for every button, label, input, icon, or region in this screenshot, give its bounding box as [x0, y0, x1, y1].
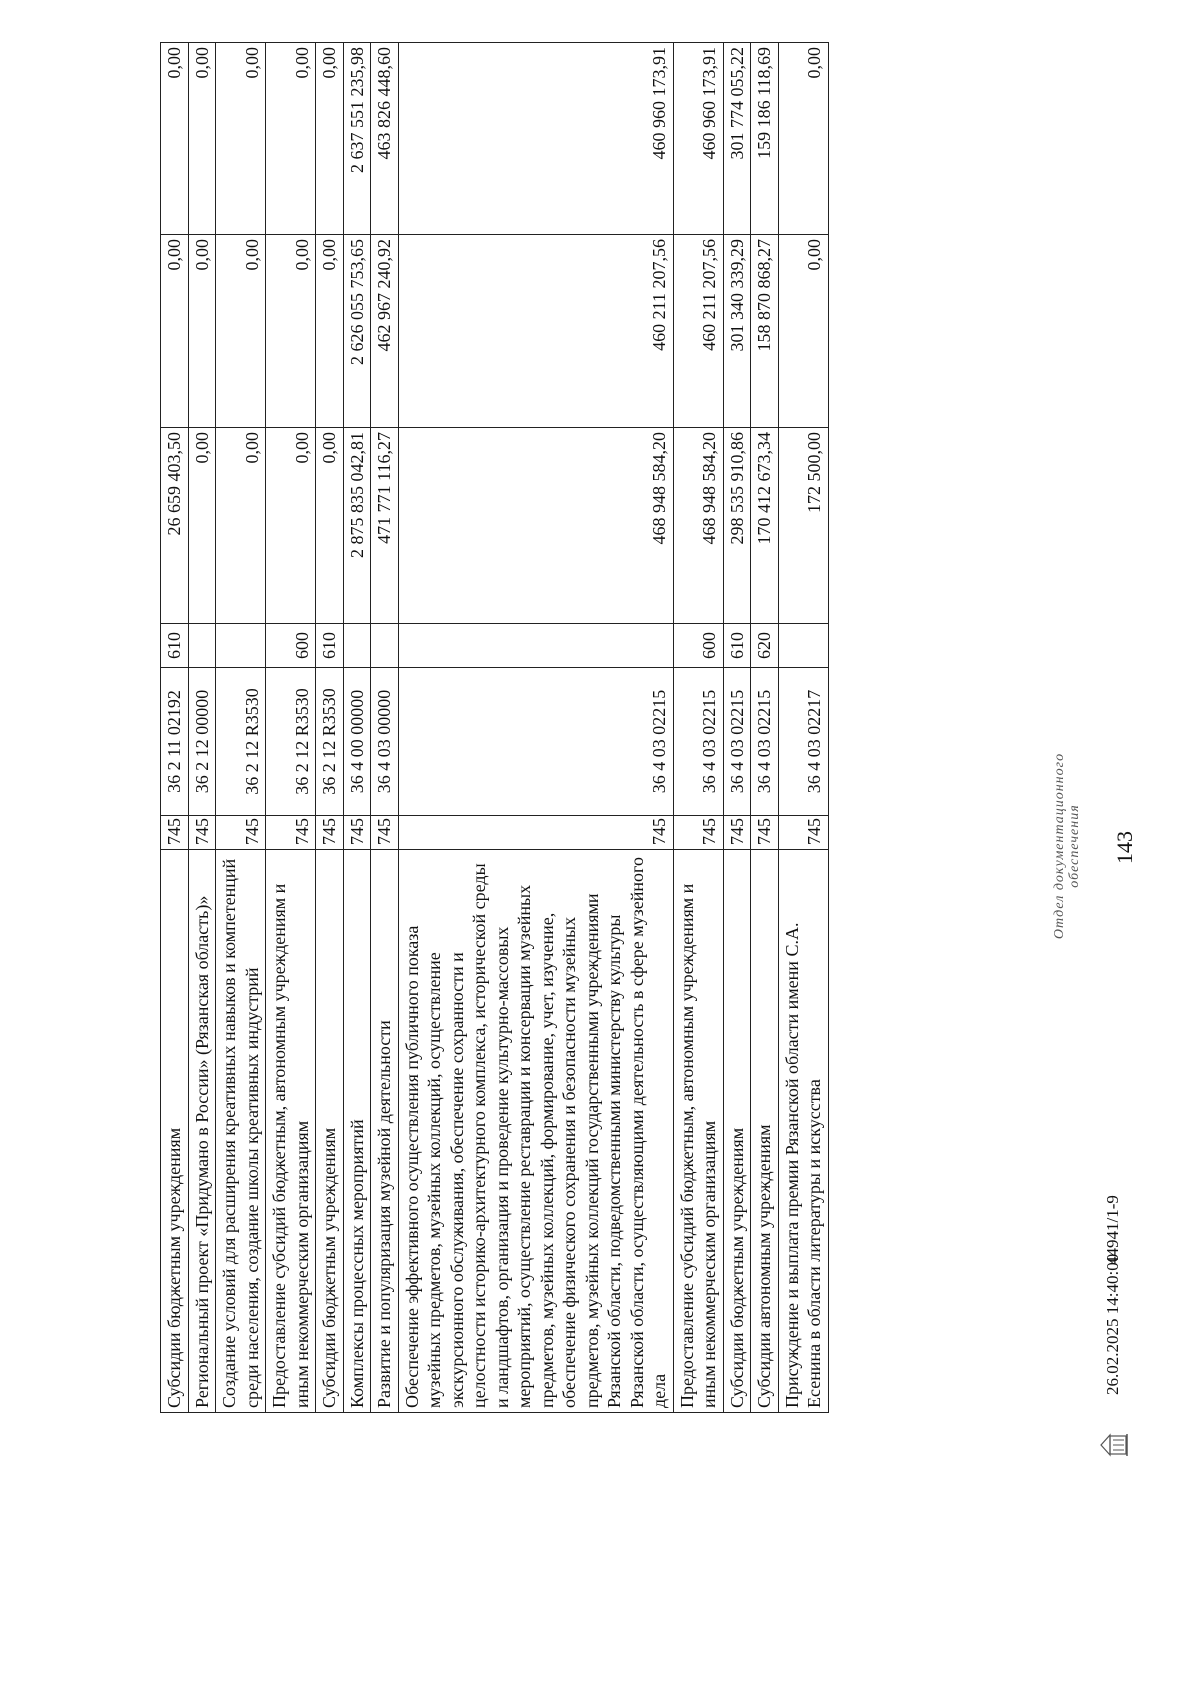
cell-name: Предоставление субсидий бюджетным, автономным учреждениям и иным некоммерческим организациям	[266, 850, 316, 1413]
cell-v3: 0,00	[188, 43, 216, 235]
cell-csr: 36 4 03 02217	[778, 668, 828, 816]
cell-name: Субсидии бюджетным учреждениям	[161, 850, 189, 1413]
cell-v2: 0,00	[316, 235, 344, 428]
cell-ved: 745	[161, 816, 189, 850]
cell-v3: 301 774 055,22	[723, 43, 751, 235]
cell-v3: 460 960 173,91	[398, 43, 673, 235]
cell-v2: 0,00	[778, 235, 828, 428]
cell-csr: 36 4 03 02215	[751, 668, 779, 816]
cell-v1: 170 412 673,34	[751, 428, 779, 624]
cell-csr: 36 4 00 00000	[343, 668, 371, 816]
cell-v3: 0,00	[316, 43, 344, 235]
cell-ved: 745	[398, 816, 673, 850]
cell-vr: 620	[751, 624, 779, 668]
cell-v1: 468 948 584,20	[673, 428, 723, 624]
cell-v2: 0,00	[161, 235, 189, 428]
cell-v1: 2 875 835 042,81	[343, 428, 371, 624]
cell-csr: 36 4 03 00000	[371, 668, 399, 816]
cell-csr: 36 4 03 02215	[673, 668, 723, 816]
cell-name: Региональный проект «Придумано в России» (Рязанская область)»	[188, 850, 216, 1413]
cell-vr: 600	[266, 624, 316, 668]
cell-name: Присуждение и выплата премии Рязанской области имени С.А. Есенина в области литературы и искусства	[778, 850, 828, 1413]
emblem-icon	[1098, 1431, 1130, 1459]
table-row	[188, 43, 216, 1413]
cell-v3: 0,00	[266, 43, 316, 235]
cell-name: Создание условий для расширения креативных навыков и компетенций среди населения, создание школы креативных индустрий	[216, 850, 266, 1413]
table-row	[266, 43, 316, 1413]
cell-name: Комплексы процессных мероприятий	[343, 850, 371, 1413]
cell-ved: 745	[751, 816, 779, 850]
cell-ved: 745	[673, 816, 723, 850]
cell-vr	[371, 624, 399, 668]
cell-v1: 0,00	[266, 428, 316, 624]
cell-v3: 0,00	[216, 43, 266, 235]
table-row	[751, 43, 779, 1413]
cell-name: Развитие и популяризация музейной деятельности	[371, 850, 399, 1413]
table-row	[398, 43, 673, 1413]
cell-name: Субсидии бюджетным учреждениям	[316, 850, 344, 1413]
cell-ved: 745	[316, 816, 344, 850]
footer-date: 26.02.2025 14:40:00	[1103, 1253, 1122, 1395]
table-row	[216, 43, 266, 1413]
cell-ved: 745	[266, 816, 316, 850]
cell-v3: 0,00	[778, 43, 828, 235]
cell-v3: 159 186 118,69	[751, 43, 779, 235]
footer-doc-code: 44941/1-9	[1103, 1195, 1122, 1265]
cell-v2: 301 340 339,29	[723, 235, 751, 428]
cell-vr: 610	[723, 624, 751, 668]
cell-csr: 36 4 03 02215	[723, 668, 751, 816]
cell-v2: 0,00	[188, 235, 216, 428]
cell-v2: 460 211 207,56	[673, 235, 723, 428]
cell-ved: 745	[343, 816, 371, 850]
cell-v2: 0,00	[266, 235, 316, 428]
cell-vr: 600	[673, 624, 723, 668]
cell-vr	[778, 624, 828, 668]
cell-vr	[216, 624, 266, 668]
cell-v3: 2 637 551 235,98	[343, 43, 371, 235]
cell-v1: 0,00	[316, 428, 344, 624]
cell-vr: 610	[316, 624, 344, 668]
cell-v3: 0,00	[161, 43, 189, 235]
cell-v2: 158 870 868,27	[751, 235, 779, 428]
cell-v2: 0,00	[216, 235, 266, 428]
cell-v1: 172 500,00	[778, 428, 828, 624]
cell-csr: 36 2 12 R3530	[266, 668, 316, 816]
table-row	[371, 43, 399, 1413]
cell-v2: 462 967 240,92	[371, 235, 399, 428]
table-row	[673, 43, 723, 1413]
cell-csr: 36 4 03 02215	[398, 668, 673, 816]
stamp-line-2: обеспечения	[1067, 804, 1083, 888]
stamp-line-1: Отдел документационного	[1052, 752, 1067, 940]
cell-v1: 0,00	[188, 428, 216, 624]
cell-csr: 36 2 12 00000	[188, 668, 216, 816]
cell-v3: 460 960 173,91	[673, 43, 723, 235]
cell-ved: 745	[723, 816, 751, 850]
table-row	[723, 43, 751, 1413]
cell-name: Предоставление субсидий бюджетным, автономным учреждениям и иным некоммерческим организациям	[673, 850, 723, 1413]
cell-vr	[188, 624, 216, 668]
cell-ved: 745	[371, 816, 399, 850]
cell-v1: 26 659 403,50	[161, 428, 189, 624]
cell-ved: 745	[778, 816, 828, 850]
cell-ved: 745	[216, 816, 266, 850]
table-row	[316, 43, 344, 1413]
table-row	[778, 43, 828, 1413]
cell-csr: 36 2 11 02192	[161, 668, 189, 816]
cell-v1: 0,00	[216, 428, 266, 624]
cell-v1: 471 771 116,27	[371, 428, 399, 624]
cell-name: Обеспечение эффективного осуществления публичного показа музейных предметов, музейных коллекций, осуществление экскурсионного обслуживания, обеспечение сохранности и целостности историко-архитектурного комплекса, исторической среды и ландшафтов, организация и проведение культурно-массовых мероприятий, осуществление реставрации и консервации музейных предметов, музейных коллекций, формирование, учет, изучение, обеспечение физического сохранения и безопасности музейных предметов, музейных коллекций государственными учреждениями Рязанской области, подведомственными министерству культуры Рязанской области, осуществляющими деятельность в сфере музейного дела	[398, 850, 673, 1413]
cell-name: Субсидии автономным учреждениям	[751, 850, 779, 1413]
table-row	[343, 43, 371, 1413]
cell-ved: 745	[188, 816, 216, 850]
cell-v1: 468 948 584,20	[398, 428, 673, 624]
page-number: 143	[1112, 831, 1137, 864]
cell-name: Субсидии бюджетным учреждениям	[723, 850, 751, 1413]
department-stamp	[1052, 721, 1083, 971]
cell-v2: 460 211 207,56	[398, 235, 673, 428]
cell-v2: 2 626 055 753,65	[343, 235, 371, 428]
cell-v1: 298 535 910,86	[723, 428, 751, 624]
cell-vr	[343, 624, 371, 668]
cell-vr	[398, 624, 673, 668]
budget-table	[160, 42, 829, 1413]
cell-vr: 610	[161, 624, 189, 668]
cell-csr: 36 2 12 R3530	[216, 668, 266, 816]
cell-v3: 463 826 448,60	[371, 43, 399, 235]
table-row	[161, 43, 189, 1413]
cell-csr: 36 2 12 R3530	[316, 668, 344, 816]
